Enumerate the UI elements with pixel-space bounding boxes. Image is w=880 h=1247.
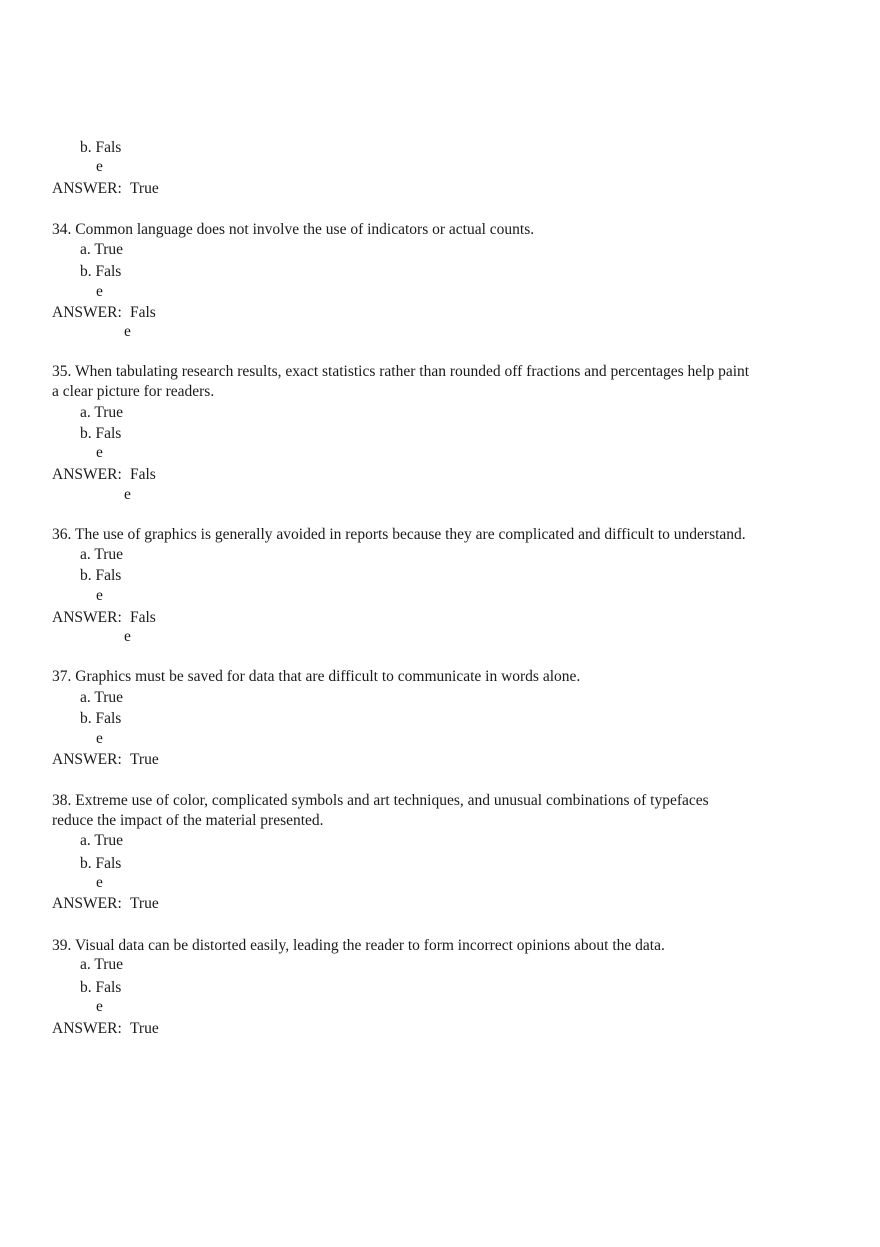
- question-37-option-a: a. True: [80, 689, 124, 706]
- question-37-option-b-wrap: e: [96, 730, 103, 747]
- question-36-option-a: a. True: [80, 546, 124, 563]
- answer-value: Fals: [130, 304, 156, 321]
- question-35-answer-wrap: e: [124, 486, 131, 503]
- question-38-option-b-wrap: e: [96, 874, 103, 891]
- prev-answer: [52, 180, 159, 198]
- question-38-text-line2: reduce the impact of the material presented.: [52, 812, 324, 829]
- question-38-option-a: a. True: [80, 832, 124, 849]
- question-34-option-b-wrap: e: [96, 283, 103, 300]
- question-34-answer-wrap: e: [124, 323, 131, 340]
- answer-label: ANSWER:: [52, 751, 122, 768]
- question-36-answer: [52, 609, 156, 627]
- question-34-answer: [52, 304, 156, 322]
- question-35-option-b-wrap: e: [96, 444, 103, 461]
- question-37-option-b: b. Fals: [80, 710, 122, 727]
- question-35-option-b: b. Fals: [80, 425, 122, 442]
- question-35-option-a: a. True: [80, 404, 124, 421]
- question-39-option-b: b. Fals: [80, 979, 122, 996]
- question-36-answer-wrap: e: [124, 628, 131, 645]
- question-35-text: 35. When tabulating research results, exact statistics rather than rounded off fractions and percentages help paint: [52, 363, 750, 380]
- answer-label: ANSWER:: [52, 466, 122, 483]
- question-37-answer: [52, 751, 159, 769]
- question-36-option-b: b. Fals: [80, 567, 122, 584]
- question-39-option-a: a. True: [80, 956, 124, 973]
- question-39-option-b-wrap: e: [96, 998, 103, 1015]
- question-39-text: 39. Visual data can be distorted easily, leading the reader to form incorrect opinions about the data.: [52, 937, 665, 954]
- answer-label: ANSWER:: [52, 609, 122, 626]
- question-36-text: 36. The use of graphics is generally avoided in reports because they are complicated and difficult to understand.: [52, 526, 746, 543]
- answer-value: True: [130, 751, 159, 768]
- answer-label: ANSWER:: [52, 180, 122, 197]
- prev-option-b-wrap: e: [96, 158, 103, 175]
- answer-value: True: [130, 895, 159, 912]
- question-38-answer: [52, 895, 159, 913]
- answer-value: True: [130, 180, 159, 197]
- answer-label: ANSWER:: [52, 895, 122, 912]
- question-36-option-b-wrap: e: [96, 587, 103, 604]
- answer-value: Fals: [130, 466, 156, 483]
- prev-option-b: b. Fals: [80, 139, 122, 156]
- answer-value: Fals: [130, 609, 156, 626]
- question-38-option-b: b. Fals: [80, 855, 122, 872]
- question-35-text-line2: a clear picture for readers.: [52, 383, 215, 400]
- answer-label: ANSWER:: [52, 304, 122, 321]
- answer-label: ANSWER:: [52, 1020, 122, 1037]
- question-38-text: 38. Extreme use of color, complicated symbols and art techniques, and unusual combinations of typefaces: [52, 792, 709, 809]
- answer-value: True: [130, 1020, 159, 1037]
- question-34-option-b: b. Fals: [80, 263, 122, 280]
- question-39-answer: [52, 1020, 159, 1038]
- question-34-option-a: a. True: [80, 241, 124, 258]
- question-35-answer: [52, 466, 156, 484]
- question-34-text: 34. Common language does not involve the use of indicators or actual counts.: [52, 221, 535, 238]
- question-37-text: 37. Graphics must be saved for data that are difficult to communicate in words alone.: [52, 668, 581, 685]
